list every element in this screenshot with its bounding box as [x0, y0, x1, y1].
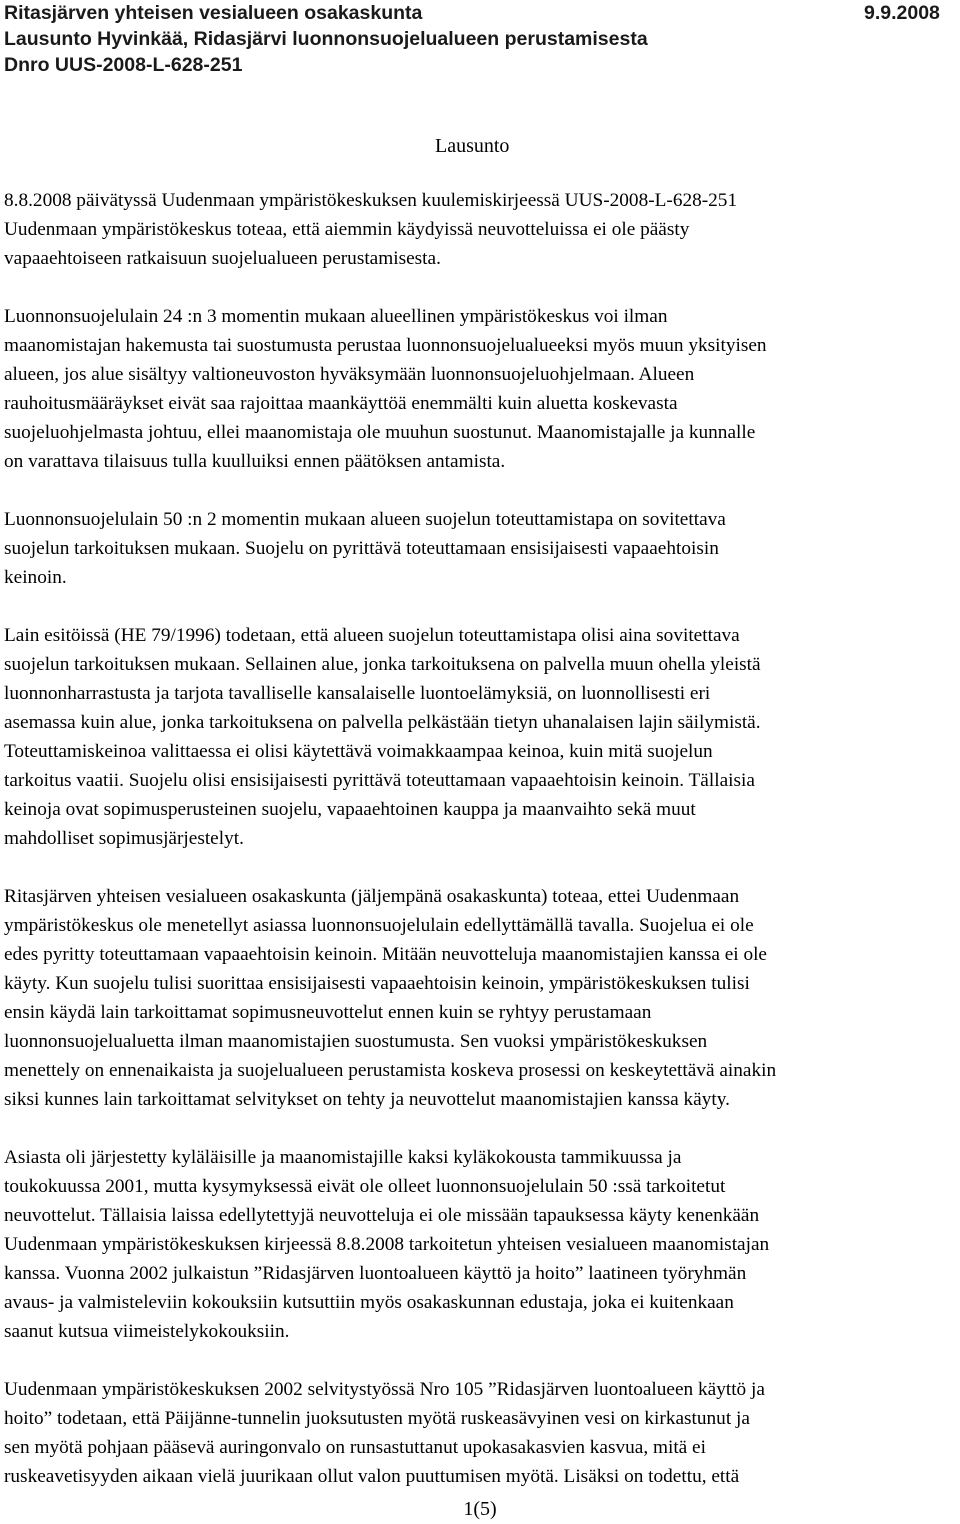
- document-header: [4, 0, 956, 78]
- paragraph-line: mahdolliset sopimusjärjestelyt.: [4, 828, 244, 849]
- paragraph-line: hoito” todetaan, että Päijänne-tunnelin juoksutusten myötä ruskeasävyinen vesi on kirkastunut ja: [4, 1408, 750, 1429]
- paragraph-line: avaus- ja valmisteleviin kokouksiin kutsuttiin myös osakaskunnan edustaja, joka ei kuitenkaan: [4, 1292, 734, 1313]
- paragraph-line: Toteuttamiskeinoa valittaessa ei olisi käytettävä voimakkaampaa keinoa, kuin mitä suojelun: [4, 741, 713, 762]
- paragraph-line: menettely on ennenaikaista ja suojelualueen perustamista koskeva prosessi on keskeytettävä ainakin: [4, 1060, 777, 1081]
- document-subject: Lausunto Hyvinkää, Ridasjärvi luonnonsuojelualueen perustamisesta: [4, 28, 648, 50]
- paragraph: [4, 621, 956, 853]
- paragraph-line: ympäristökeskus ole menetellyt asiassa luonnonsuojelulain edellyttämällä tavalla. Suojelua ei ole: [4, 915, 754, 936]
- paragraph: [4, 505, 956, 592]
- paragraph-line: ruskeavetisyyden aikaan vielä juurikaan ollut valon puuttumisen myötä. Lisäksi on todettu, että: [4, 1466, 740, 1487]
- document-body: [4, 186, 956, 1520]
- paragraph-line: Uudenmaan ympäristökeskuksen 2002 selvitystyössä Nro 105 ”Ridasjärven luontoalueen käyttö ja: [4, 1379, 765, 1400]
- paragraph-line: suojelun tarkoituksen mukaan. Sellainen alue, jonka tarkoituksena on palvella muun ohella yleistä: [4, 654, 761, 675]
- paragraph-line: Luonnonsuojelulain 24 :n 3 momentin mukaan alueellinen ympäristökeskus voi ilman: [4, 306, 668, 327]
- paragraph-line: alueen, jos alue sisältyy valtioneuvoston hyväksymään luonnonsuojeluohjelmaan. Alueen: [4, 364, 695, 385]
- paragraph: [4, 186, 956, 273]
- paragraph: [4, 1143, 956, 1346]
- paragraph-line: käyty. Kun suojelu tulisi suorittaa ensisijaisesti vapaaehtoisin keinoin, ympäristökeskuksen tulisi: [4, 973, 750, 994]
- paragraph-line: Uudenmaan ympäristökeskus toteaa, että aiemmin käydyissä neuvotteluissa ei ole päästy: [4, 219, 690, 240]
- paragraph-line: maanomistajan hakemusta tai suostumusta perustaa luonnonsuojelualueeksi myös muun yksityisen: [4, 335, 767, 356]
- paragraph-line: keinoin.: [4, 567, 67, 588]
- paragraph-line: suojeluohjelmasta johtuu, ellei maanomistaja ole muuhun suostunut. Maanomistajalle ja kunnalle: [4, 422, 756, 443]
- paragraph-line: saanut kutsua viimeistelykokouksiin.: [4, 1321, 290, 1342]
- paragraph: [4, 1375, 956, 1491]
- paragraph-line: edes pyritty toteuttamaan vapaaehtoisin keinoin. Mitään neuvotteluja maanomistajien kanssa ei ole: [4, 944, 767, 965]
- paragraph-line: 8.8.2008 päivätyssä Uudenmaan ympäristökeskuksen kuulemiskirjeessä UUS-2008-L-628-251: [4, 190, 738, 211]
- page-number: 1(5): [463, 1498, 497, 1520]
- paragraph-line: toukokuussa 2001, mutta kysymyksessä eivät ole olleet luonnonsuojelulain 50 :ssä tarkoitetut: [4, 1176, 726, 1197]
- paragraph: [4, 882, 956, 1114]
- paragraph-line: Asiasta oli järjestetty kyläläisille ja maanomistajille kaksi kyläkokousta tammikuussa ja: [4, 1147, 682, 1168]
- paragraph-line: Luonnonsuojelulain 50 :n 2 momentin mukaan alueen suojelun toteuttamistapa on sovitettava: [4, 509, 726, 530]
- paragraph-line: asemassa kuin alue, jonka tarkoituksena on palvella pelkästään tietyn uhanalaisen lajin säilymistä.: [4, 712, 761, 733]
- paragraph-line: luonnonharrastusta ja tarjota tavalliselle kansalaiselle luontoelämyksiä, on luonnollisesti eri: [4, 683, 711, 704]
- organization-name: Ritasjärven yhteisen vesialueen osakaskunta: [4, 2, 423, 24]
- paragraph-line: luonnonsuojelualuetta ilman maanomistajien suostumusta. Sen vuoksi ympäristökeskuksen: [4, 1031, 708, 1052]
- header-row-1: [4, 0, 956, 26]
- paragraph: [4, 302, 956, 476]
- paragraph-line: rauhoitusmääräykset eivät saa rajoittaa maankäyttöä enemmälti kuin aluetta koskevasta: [4, 393, 678, 414]
- document-date: 9.9.2008: [864, 2, 940, 24]
- paragraph-line: vapaaehtoiseen ratkaisuun suojelualueen perustamisesta.: [4, 248, 441, 269]
- paragraph-line: neuvottelut. Tällaisia laissa edellytettyjä neuvotteluja ei ole missään tapauksessa käyty kenenkään: [4, 1205, 760, 1226]
- paragraph-line: sen myötä pohjaan pääsevä auringonvalo on runsastuttanut upokasakasvien kasvua, mitä ei: [4, 1437, 706, 1458]
- paragraph-line: siksi kunnes lain tarkoittamat selvitykset on tehty ja neuvottelut maanomistajien kanssa käyty.: [4, 1089, 730, 1110]
- paragraph-line: tarkoitus vaatii. Suojelu olisi ensisijaisesti pyrittävä toteuttamaan vapaaehtoisin keinoin. Tällaisia: [4, 770, 755, 791]
- paragraph-line: suojelun tarkoituksen mukaan. Suojelu on pyrittävä toteuttamaan ensisijaisesti vapaaehtoisin: [4, 538, 719, 559]
- paragraph-line: Ritasjärven yhteisen vesialueen osakaskunta (jäljempänä osakaskunta) toteaa, ettei Uudenmaan: [4, 886, 740, 907]
- paragraph-line: Uudenmaan ympäristökeskuksen kirjeessä 8.8.2008 tarkoitetun yhteisen vesialueen maanomistajan: [4, 1234, 770, 1255]
- paragraph-line: on varattava tilaisuus tulla kuulluiksi ennen päätöksen antamista.: [4, 451, 506, 472]
- paragraph-line: keinoja ovat sopimusperusteinen suojelu, vapaaehtoinen kauppa ja maanvaihto sekä muut: [4, 799, 696, 820]
- paragraph-line: ensin käydä lain tarkoittamat sopimusneuvottelut ennen kuin se ryhtyy perustamaan: [4, 1002, 652, 1023]
- document-type-label: Lausunto: [435, 135, 510, 157]
- paragraph-line: Lain esitöissä (HE 79/1996) todetaan, että alueen suojelun toteuttamistapa olisi aina sovitettava: [4, 625, 740, 646]
- reference-number: Dnro UUS-2008-L-628-251: [4, 54, 243, 76]
- paragraph-line: kanssa. Vuonna 2002 julkaistun ”Ridasjärven luontoalueen käyttö ja hoito” laatineen työryhmän: [4, 1263, 747, 1284]
